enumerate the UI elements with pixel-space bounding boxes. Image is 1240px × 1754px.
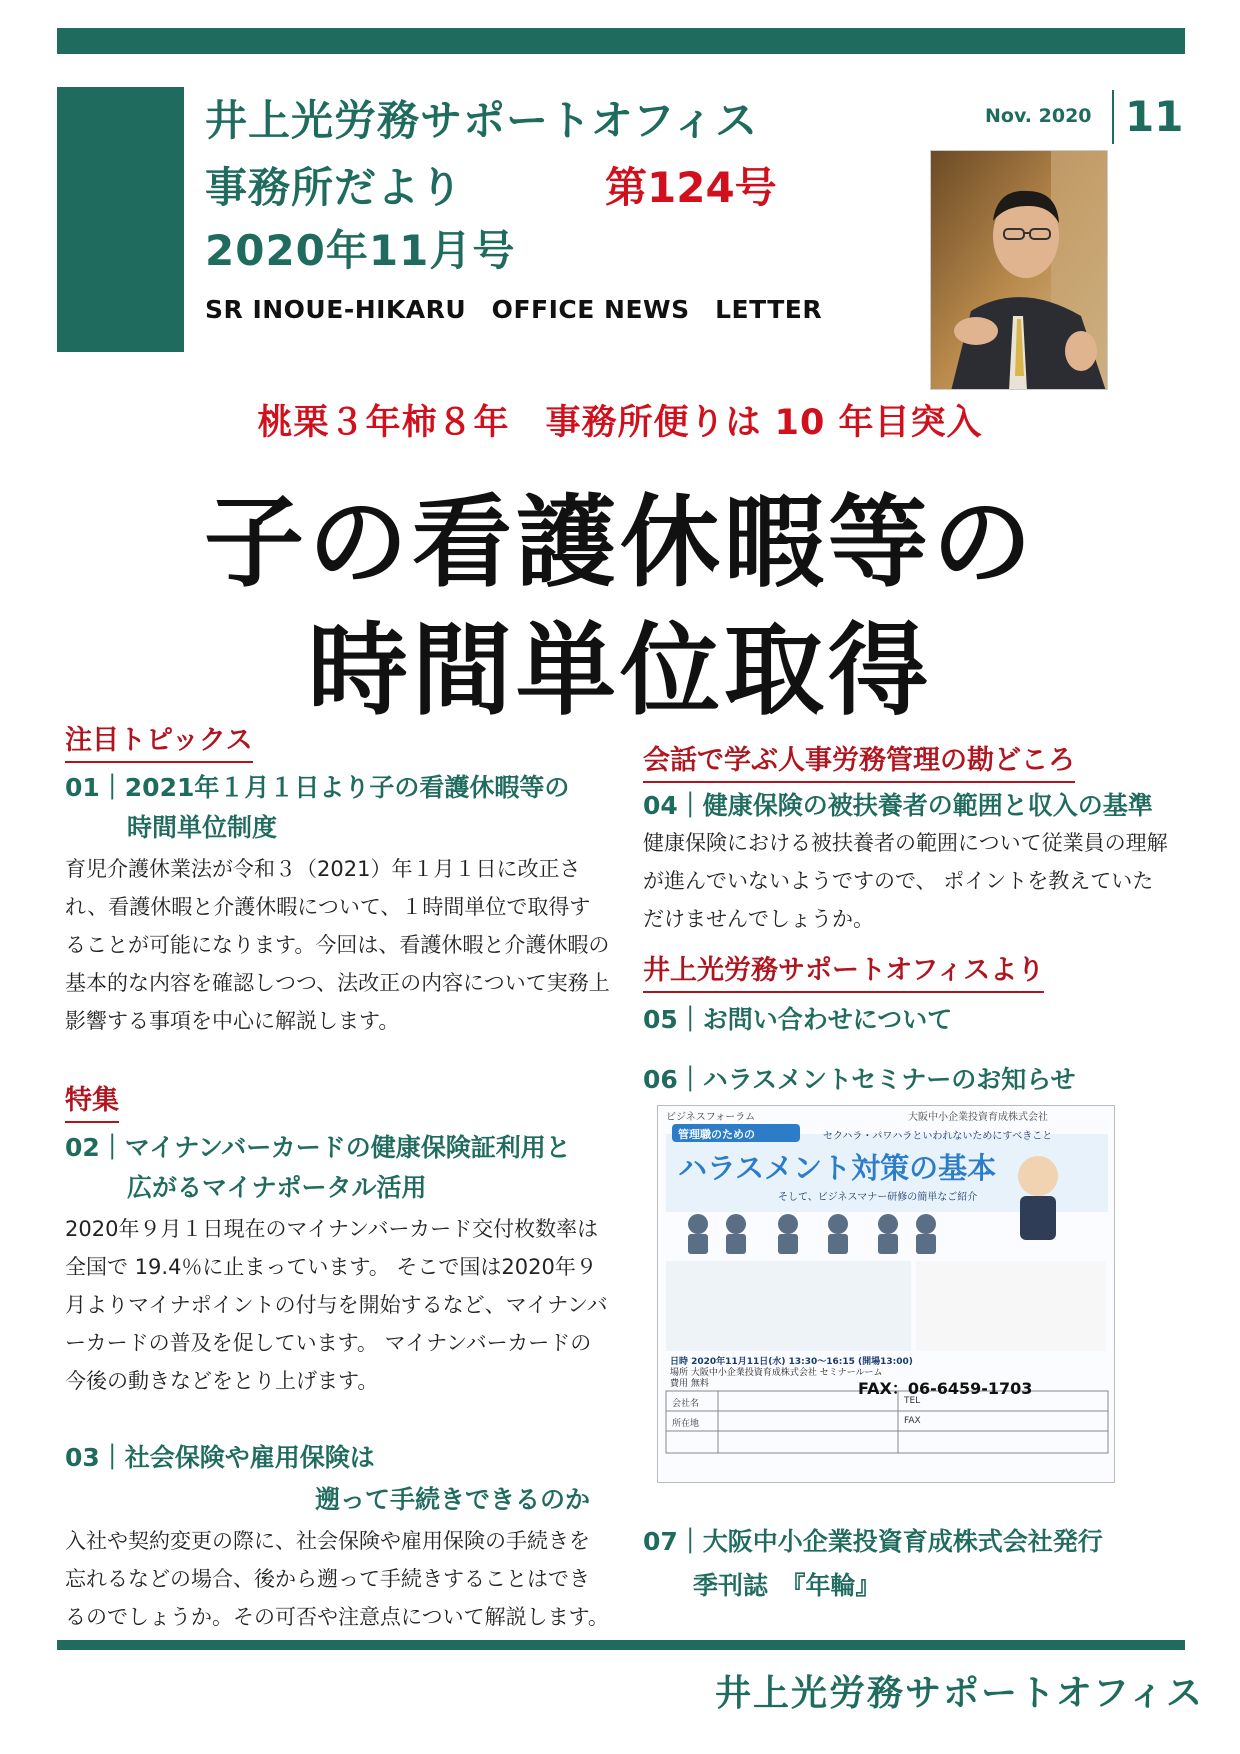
item02-title-line1: 02｜マイナンバーカードの健康保険証利用と bbox=[65, 1133, 571, 1162]
item02-body: 2020年９月１日現在のマイナンバーカード交付枚数率は全国で 19.4％に止まっています。 そこで国は2020年９月よりマイナポイントの付与を開始するなど、マイナンバーカードの普及を促しています。 マイナンバーカードの今後の動きなどをとり上げます。 bbox=[65, 1217, 608, 1393]
flyer-organizer: 大阪中小企業投資育成株式会社 bbox=[908, 1112, 1048, 1123]
feature-section-title: 特集 bbox=[65, 1078, 119, 1123]
conversation-section-title: 会話で学ぶ人事労務管理の勘どころ bbox=[643, 738, 1075, 783]
flyer-forum: ビジネスフォーラム bbox=[666, 1112, 756, 1123]
item04-title: 04｜健康保険の被扶養者の範囲と収入の基準 bbox=[643, 791, 1153, 820]
flyer-fee: 費用 無料 bbox=[670, 1379, 709, 1389]
header-side-block bbox=[57, 87, 184, 352]
item06-title: 06｜ハラスメントセミナーのお知らせ bbox=[643, 1065, 1076, 1094]
seminar-flyer-image bbox=[657, 1105, 1115, 1483]
flyer-place: 場所 大阪中小企業投資育成株式会社 セミナールーム bbox=[670, 1368, 883, 1378]
item03-body: 入社や契約変更の際に、社会保険や雇用保険の手続きを忘れるなどの場合、後から遡って手続きすることはできるのでしょうか。その可否や注意点について解説します。 bbox=[65, 1529, 609, 1629]
issue-number: 第124号 bbox=[605, 163, 777, 212]
item01-title-line1: 01｜2021年１月１日より子の看護休暇等の bbox=[65, 773, 570, 802]
newsletter-name: 事務所だより bbox=[205, 163, 464, 212]
office-title: 井上光労務サポートオフィス bbox=[205, 96, 759, 145]
office-section-title: 井上光労務サポートオフィスより bbox=[643, 948, 1044, 993]
bottom-banner-bar bbox=[57, 1640, 1185, 1650]
flyer-subtitle: そして、ビジネスマナー研修の簡単なご紹介 bbox=[778, 1192, 978, 1203]
date-label: Nov. 2020 bbox=[985, 105, 1092, 127]
flyer-form-company: 会社名 bbox=[672, 1399, 700, 1409]
flyer-form-tel: TEL bbox=[904, 1396, 921, 1406]
item04-body: 健康保険における被扶養者の範囲について従業員の理解が進んでいないようですので、 ポイントを教えていただけませんでしょうか。 bbox=[643, 831, 1168, 931]
topics-section-title: 注目トピックス bbox=[65, 718, 253, 763]
item03-title-line1: 03｜社会保険や雇用保険は bbox=[65, 1443, 375, 1472]
flyer-fax: FAX：06-6459-1703 bbox=[858, 1379, 1033, 1398]
item01-title-line2: 時間単位制度 bbox=[127, 813, 278, 842]
footer-office-name: 井上光労務サポートオフィス bbox=[715, 1673, 1204, 1714]
item05-title: 05｜お問い合わせについて bbox=[643, 1005, 953, 1034]
flyer-form-address: 所在地 bbox=[672, 1419, 700, 1429]
item07-title-line2: 季刊誌 『年輪』 bbox=[693, 1571, 881, 1600]
anniversary-banner: 桃栗３年柿８年 事務所便りは 10 年目突入 bbox=[257, 403, 983, 443]
date-divider bbox=[1112, 90, 1114, 144]
item02-title-line2: 広がるマイナポータル活用 bbox=[127, 1173, 427, 1202]
flyer-badge: 管理職のための bbox=[678, 1128, 755, 1141]
month-number: 11 bbox=[1125, 92, 1184, 141]
flyer-title: ハラスメント対策の基本 bbox=[678, 1151, 997, 1185]
main-headline-line2: 時間単位取得 bbox=[308, 612, 932, 729]
top-banner-bar bbox=[57, 28, 1185, 54]
english-title: SR INOUE-HIKARU OFFICE NEWS LETTER bbox=[205, 295, 823, 324]
item01-body: 育児介護休業法が令和３（2021）年１月１日に改正され、看護休暇と介護休暇について、１時間単位で取得することが可能になります。今回は、看護休暇と介護休暇の基本的な内容を確認しつつ、法改正の内容について実務上影響する事項を中心に解説します。 bbox=[65, 857, 610, 1033]
item03-title-line2: 遡って手続きできるのか bbox=[315, 1485, 591, 1514]
item07-title-line1: 07｜大阪中小企業投資育成株式会社発行 bbox=[643, 1527, 1103, 1556]
main-headline-line1: 子の看護休暇等の bbox=[204, 484, 1036, 601]
flyer-tagline: セクハラ・パワハラといわれないためにすべきこと bbox=[823, 1131, 1053, 1142]
flyer-form-fax: FAX bbox=[904, 1416, 921, 1426]
author-photo bbox=[930, 150, 1108, 390]
flyer-date: 日時 2020年11月11日(水) 13:30〜16:15 (開場13:00) bbox=[670, 1357, 913, 1367]
issue-month: 2020年11月号 bbox=[205, 226, 516, 275]
